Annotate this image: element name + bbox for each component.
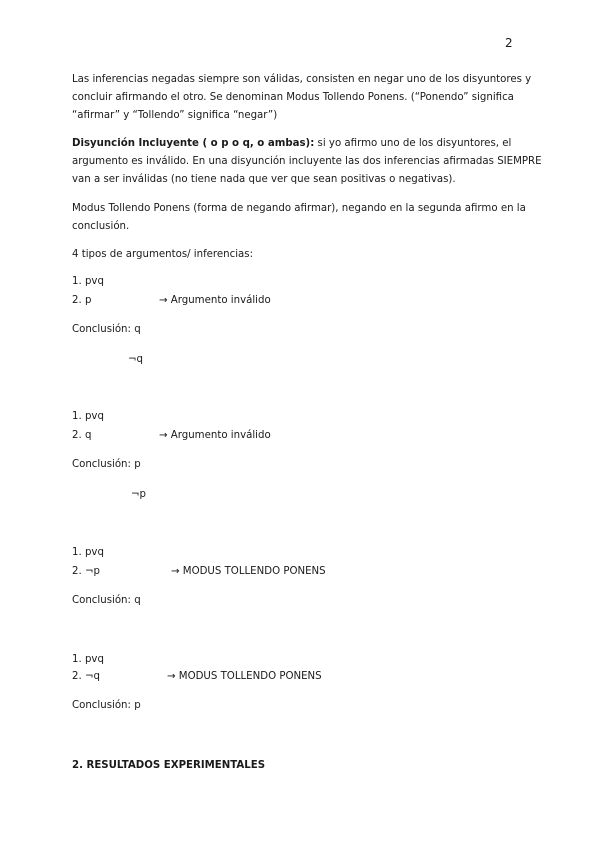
example-1-negation: ¬q (128, 354, 144, 365)
example-2-negation: ¬p (131, 489, 147, 500)
example-4-result: → MODUS TOLLENDO PONENS (167, 671, 322, 682)
example-3-premise-2: 2. ¬p (72, 566, 100, 577)
example-1-premise-1: 1. pvq (72, 276, 104, 287)
page-number: 2 (505, 36, 513, 50)
example-2-premise-1: 1. pvq (72, 411, 104, 422)
example-1-conclusion: Conclusión: q (72, 324, 141, 335)
example-4-premise-1: 1. pvq (72, 654, 104, 665)
text-line: Modus Tollendo Ponens (forma de negando afirmar), negando en la segunda afirmo en la (72, 203, 526, 214)
paragraph-disyuncion-incluyente (72, 135, 542, 189)
example-4-conclusion: Conclusión: p (72, 700, 141, 711)
text-span: si yo afirmo uno de los disyuntores, el (314, 138, 512, 149)
text-line: argumento es inválido. En una disyunción incluyente las dos inferencias afirmadas SIEMPRE (72, 156, 542, 167)
example-2-premise-2: 2. q (72, 430, 92, 441)
text-line: 4 tipos de argumentos/ inferencias: (72, 249, 254, 260)
bold-term: Disyunción Incluyente ( o p o q, o ambas): (72, 138, 315, 149)
paragraph-inferencias-negadas (72, 71, 532, 125)
example-4-premise-2: 2. ¬q (72, 671, 100, 682)
text-line: conclusión. (72, 221, 130, 232)
example-3-premise-1: 1. pvq (72, 547, 104, 558)
example-2-result: → Argumento inválido (159, 430, 271, 441)
text-line: van a ser inválidas (no tiene nada que ver que sean positivas o negativas). (72, 174, 456, 185)
example-2-conclusion: Conclusión: p (72, 459, 141, 470)
example-3-result: → MODUS TOLLENDO PONENS (171, 566, 326, 577)
text-line (72, 135, 532, 153)
section-heading: 2. RESULTADOS EXPERIMENTALES (72, 760, 266, 771)
text-line: concluir afirmando el otro. Se denominan Modus Tollendo Ponens. (“Ponendo” significa (72, 92, 514, 103)
example-1-result: → Argumento inválido (159, 295, 271, 306)
paragraph-modus-tollendo-ponens (72, 200, 532, 236)
text-line: Las inferencias negadas siempre son válidas, consisten en negar uno de los disyuntores y (72, 74, 532, 85)
paragraph-tipos (72, 246, 532, 264)
text-line: “afirmar” y “Tollendo” significa “negar”) (72, 110, 278, 121)
example-1-premise-2: 2. p (72, 295, 92, 306)
example-3-conclusion: Conclusión: q (72, 595, 141, 606)
